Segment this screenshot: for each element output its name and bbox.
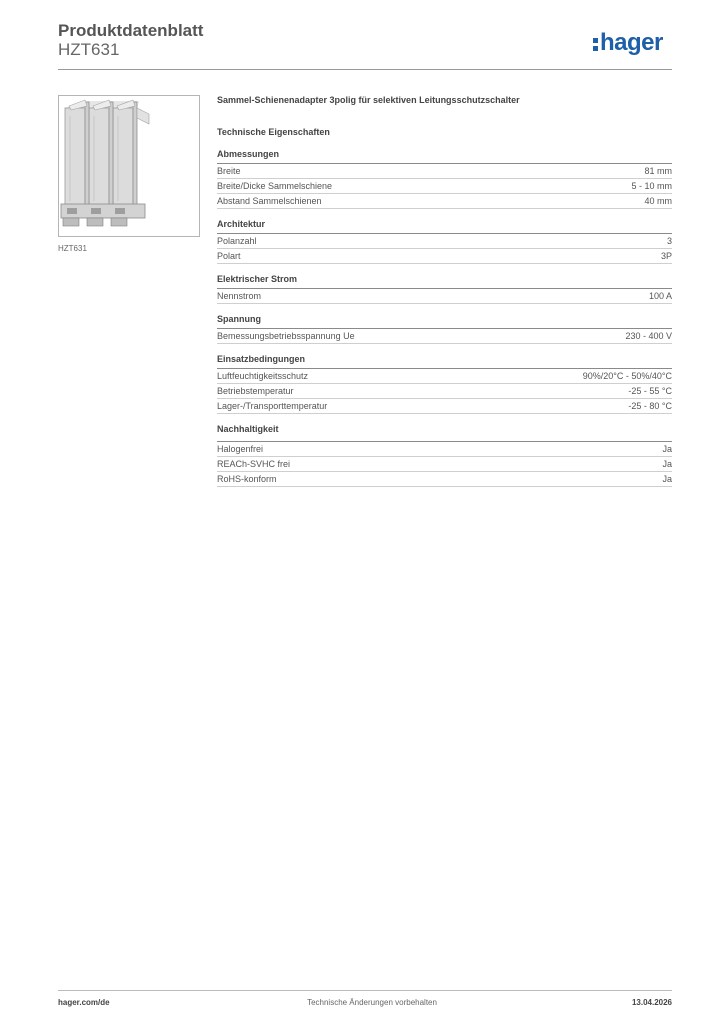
spec-content	[217, 95, 672, 497]
section-title: Einsatzbedingungen	[217, 354, 672, 369]
spec-value: Ja	[662, 444, 672, 454]
spec-label: Polanzahl	[217, 236, 257, 246]
spec-value: 40 mm	[644, 196, 672, 206]
spec-row	[217, 457, 672, 472]
spec-value: 81 mm	[644, 166, 672, 176]
spec-label: REACh-SVHC frei	[217, 459, 291, 469]
footer-date: 13.04.2026	[631, 998, 672, 1007]
section-title: Nachhaltigkeit	[217, 424, 672, 442]
spec-label: Abstand Sammelschienen	[217, 196, 322, 206]
spec-label: Breite	[217, 166, 241, 176]
section-title: Elektrischer Strom	[217, 274, 672, 289]
spec-value: -25 - 55 °C	[628, 386, 672, 396]
hager-logo	[593, 30, 663, 56]
section-elektrischer-strom	[217, 274, 672, 304]
section-title: Abmessungen	[217, 149, 672, 164]
section-nachhaltigkeit	[217, 424, 672, 487]
image-caption: HZT631	[58, 244, 87, 253]
page-title: Produktdatenblatt	[58, 21, 204, 40]
spec-value: 5 - 10 mm	[631, 181, 672, 191]
spec-row	[217, 164, 672, 179]
spec-value: 3P	[660, 251, 672, 261]
spec-label: Halogenfrei	[217, 444, 264, 454]
section-title: Architektur	[217, 219, 672, 234]
spec-row	[217, 369, 672, 384]
spec-row	[217, 179, 672, 194]
spec-label: Bemessungsbetriebsspannung Ue	[217, 331, 355, 341]
header-divider	[58, 69, 672, 70]
spec-value: Ja	[662, 474, 672, 484]
footer-notice: Technische Änderungen vorbehalten	[307, 998, 437, 1007]
spec-row	[217, 249, 672, 264]
spec-value: 3	[666, 236, 672, 246]
spec-value: 90%/20°C - 50%/40°C	[582, 371, 672, 381]
spec-row	[217, 194, 672, 209]
spec-row	[217, 384, 672, 399]
section-spannung	[217, 314, 672, 344]
product-image	[58, 95, 200, 237]
spec-label: Lager-/Transporttemperatur	[217, 401, 328, 411]
spec-value: Ja	[662, 459, 672, 469]
footer-divider	[58, 990, 672, 991]
spec-row	[217, 329, 672, 344]
product-code: HZT631	[58, 40, 120, 59]
product-description: Sammel-Schienenadapter 3polig für selektiven Leitungsschutzschalter	[217, 95, 520, 105]
tech-properties-heading: Technische Eigenschaften	[217, 127, 330, 137]
busbar-adapter-image-icon	[59, 96, 199, 236]
section-title: Spannung	[217, 314, 672, 329]
spec-value: -25 - 80 °C	[628, 401, 672, 411]
footer-website: hager.com/de	[58, 998, 110, 1007]
spec-row	[217, 472, 672, 487]
spec-label: RoHS-konform	[217, 474, 277, 484]
spec-row	[217, 442, 672, 457]
spec-label: Nennstrom	[217, 291, 262, 301]
spec-label: Breite/Dicke Sammelschiene	[217, 181, 333, 191]
spec-label: Luftfeuchtigkeitsschutz	[217, 371, 309, 381]
spec-row	[217, 289, 672, 304]
logo-dots-icon	[593, 38, 598, 51]
spec-value: 100 A	[648, 291, 672, 301]
spec-row	[217, 399, 672, 414]
section-architektur	[217, 219, 672, 264]
section-abmessungen	[217, 149, 672, 209]
logo-wordmark: hager	[600, 29, 663, 56]
spec-label: Betriebstemperatur	[217, 386, 294, 396]
spec-label: Polart	[217, 251, 241, 261]
section-einsatzbedingungen	[217, 354, 672, 414]
spec-value: 230 - 400 V	[625, 331, 672, 341]
spec-row	[217, 234, 672, 249]
